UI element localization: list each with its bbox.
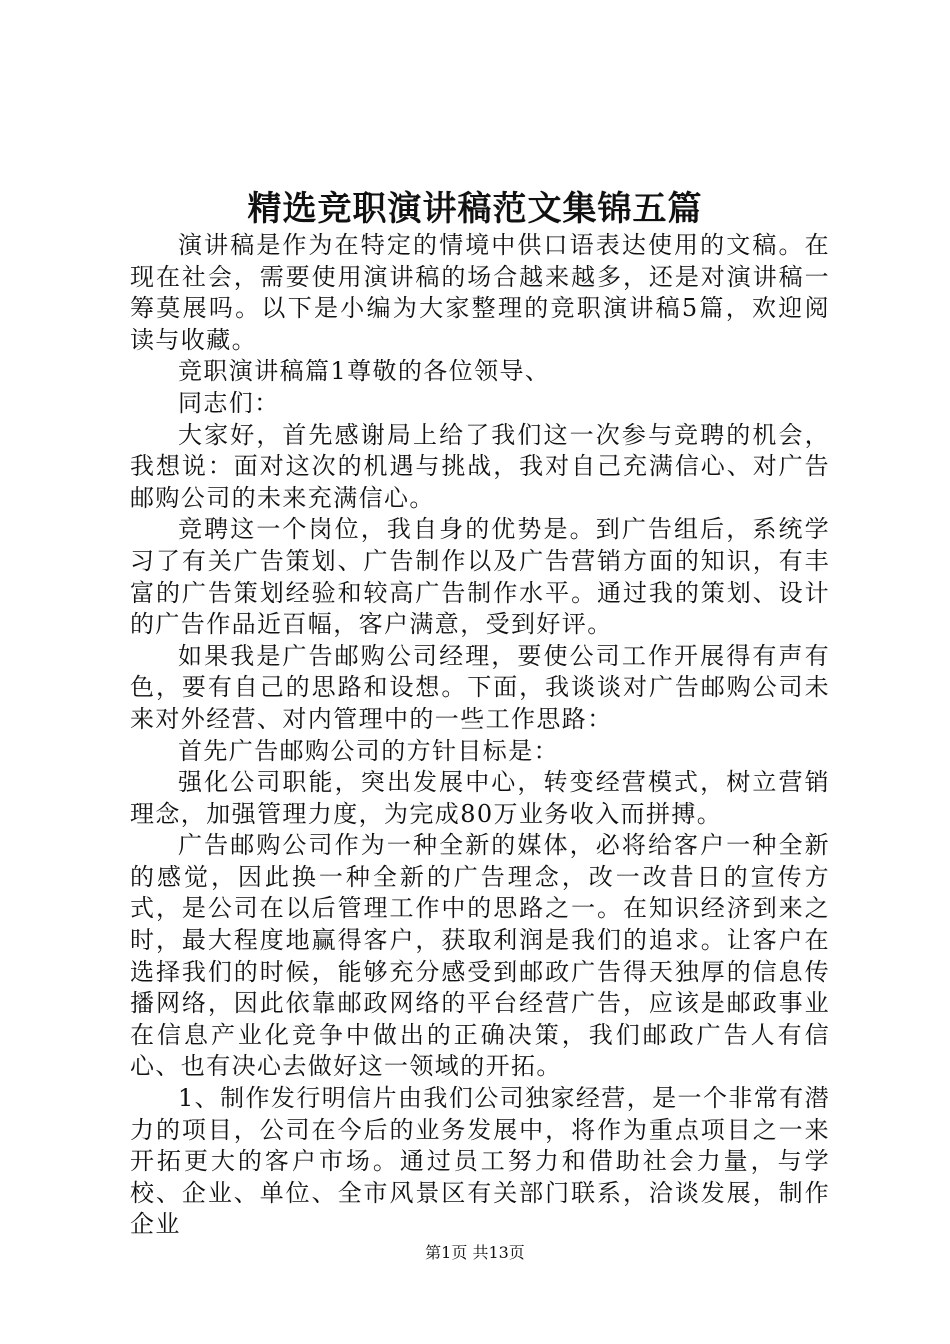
paragraph: 同志们： — [178, 388, 280, 417]
paragraph: 首先广告邮购公司的方针目标是： — [178, 736, 559, 765]
paragraph: 大家好，首先感谢局上给了我们这一次参与竞聘的机会，我想说：面对这次的机遇与挑战，我对自己充满信心、对广告邮购公司的未来充满信心。 — [130, 420, 830, 512]
paragraph: 演讲稿是作为在特定的情境中供口语表达使用的文稿。在现在社会，需要使用演讲稿的场合越来越多，还是对演讲稿一筹莫展吗。以下是小编为大家整理的竞职演讲稿5篇，欢迎阅读与收藏。 — [130, 231, 830, 354]
document-body — [130, 230, 830, 1241]
paragraph: 竞职演讲稿篇1尊敬的各位领导、 — [178, 357, 551, 386]
paragraph: 广告邮购公司作为一种全新的媒体，必将给客户一种全新的感觉，因此换一种全新的广告理念，改一改昔日的宣传方式，是公司在以后管理工作中的思路之一。在知识经济到来之时，最大程度地赢得客户，获取利润是我们的追求。让客户在选择我们的时候，能够充分感受到邮政广告得天独厚的信息传播网络，因此依靠邮政网络的平台经营广告，应该是邮政事业在信息产业化竞争中做出的正确决策，我们邮政广告人有信心、也有决心去做好这一领域的开拓。 — [130, 831, 830, 1081]
paragraph: 1、制作发行明信片由我们公司独家经营，是一个非常有潜力的项目，公司在今后的业务发展中，将作为重点项目之一来开拓更大的客户市场。通过员工努力和借助社会力量，与学校、企业、单位、全市风景区有关部门联系，洽谈发展，制作企业 — [130, 1084, 830, 1239]
paragraph: 强化公司职能，突出发展中心，转变经营模式，树立营销理念，加强管理力度，为完成80万业务收入而拼搏。 — [130, 768, 830, 828]
paragraph: 如果我是广告邮购公司经理，要使公司工作开展得有声有色，要有自己的思路和设想。下面，我谈谈对广告邮购公司未来对外经营、对内管理中的一些工作思路： — [130, 641, 830, 733]
page-footer: 第1页 共13页 — [425, 1243, 525, 1262]
document-title: 精选竞职演讲稿范文集锦五篇 — [247, 189, 703, 229]
paragraph: 竞聘这一个岗位，我自身的优势是。到广告组后，系统学习了有关广告策划、广告制作以及广告营销方面的知识，有丰富的广告策划经验和较高广告制作水平。通过我的策划、设计的广告作品近百幅，客户满意，受到好评。 — [130, 515, 830, 639]
